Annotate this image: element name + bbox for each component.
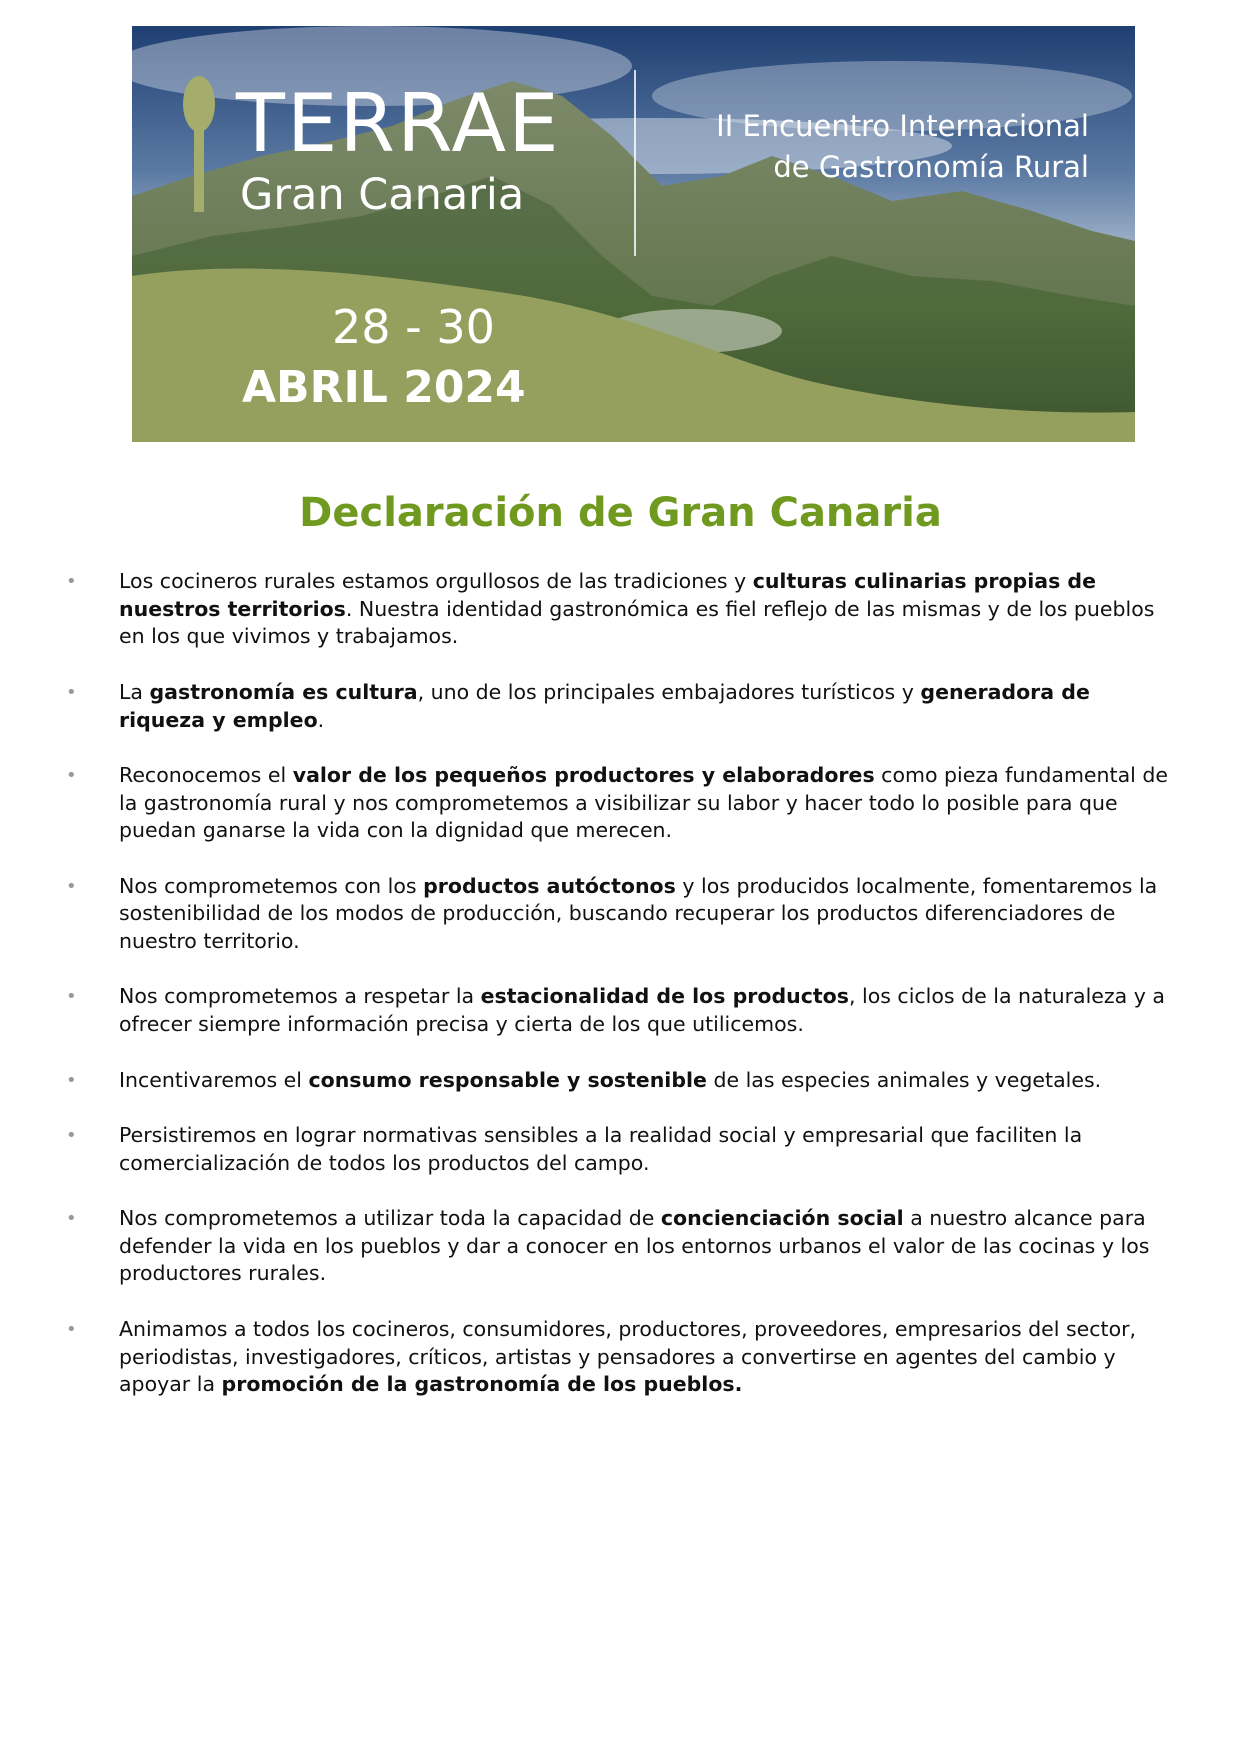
declaration-point [62,1122,1182,1177]
emphasis-text: culturas culinarias propias de nuestros territorios [119,569,1096,621]
bullet-icon: • [66,1124,77,1146]
point-text: La [119,679,150,704]
event-date-range: 28 - 30 [332,300,495,354]
point-text: Nos comprometemos a utilizar toda la capacidad de [119,1206,661,1231]
emphasis-text: estacionalidad de los productos [480,984,849,1009]
emphasis-text: gastronomía es cultura [149,679,418,704]
declaration-point [62,1067,1182,1095]
point-text: , los ciclos de la naturaleza y a ofrecer siempre información precisa y cierta de los que utilicemos. [119,984,1165,1037]
declaration-point [62,873,1182,956]
emphasis-text: consumo responsable y sostenible [308,1067,707,1092]
point-text: y los producidos localmente, fomentaremos la sostenibilidad de los modos de producción, buscando recuperar los productos diferenciadores de nuestro territorio. [119,873,1158,954]
document-title: Declaración de Gran Canaria [299,490,942,536]
point-text: Incentivaremos el [119,1067,309,1092]
bullet-icon: • [66,571,77,592]
point-text: de las especies animales y vegetales. [706,1067,1102,1092]
declaration-point [62,1316,1182,1399]
event-month-year: ABRIL 2024 [242,362,526,413]
declaration-point [62,1205,1182,1288]
bullet-icon: • [66,681,77,703]
point-text: Nos comprometemos con los [119,873,424,898]
point-text: Animamos a todos los cocineros, consumidores, productores, proveedores, empresarios del sector, periodistas, investigadores, críticos, artistas y pensadores a convertirse en agentes del cambio y apoyar la [119,1316,1137,1397]
bullet-icon: • [66,1069,77,1091]
declaration-point [62,983,1182,1038]
emphasis-text: valor de los pequeños productores y elaboradores [292,762,875,787]
terrae-logo-text: TERRAE [236,77,561,170]
event-name-line2: de Gastronomía Rural [773,150,1089,184]
point-text: , uno de los principales embajadores turísticos y [417,679,921,704]
point-text: Reconocemos el [119,762,293,787]
point-text: Persistiremos en lograr normativas sensibles a la realidad social y empresarial que faciliten la comercialización de todos los productos del campo. [119,1122,1083,1175]
emphasis-text: promoción de la gastronomía de los pueblos. [221,1372,743,1397]
point-text: Los cocineros rurales estamos orgullosos de las tradiciones y [119,569,753,593]
point-text: . Nuestra identidad gastronómica es fiel reflejo de las mismas y de los pueblos en los que vivimos y trabajamos. [119,596,1155,649]
declaration-point [62,679,1182,734]
bullet-icon: • [66,875,77,897]
event-name-line1: II Encuentro Internacional [716,109,1089,143]
logo-subtitle: Gran Canaria [240,170,525,220]
bullet-icon: • [66,1208,77,1230]
point-text: como pieza fundamental de la gastronomía rural y nos comprometemos a visibilizar su labor y hacer todo lo posible para que puedan ganarse la vida con la dignidad que merecen. [119,762,1168,843]
emphasis-text: generadora de riqueza y empleo [119,679,1090,732]
event-banner [132,26,1135,442]
declaration-point [62,568,1182,651]
declaration-point [62,762,1182,845]
point-text: a nuestro alcance para defender la vida en los pueblos y dar a conocer en los entornos urbanos el valor de las cocinas y los productores rurales. [119,1206,1150,1286]
declaration-points-list [62,568,1182,1427]
bullet-icon: • [66,986,77,1008]
point-text: . [317,707,325,732]
emphasis-text: productos autóctonos [423,873,676,898]
emphasis-text: concienciación social [660,1206,904,1231]
banner-divider [634,70,636,256]
bullet-icon: • [66,1318,77,1340]
point-text: Nos comprometemos a respetar la [119,984,481,1009]
bullet-icon: • [66,764,77,786]
